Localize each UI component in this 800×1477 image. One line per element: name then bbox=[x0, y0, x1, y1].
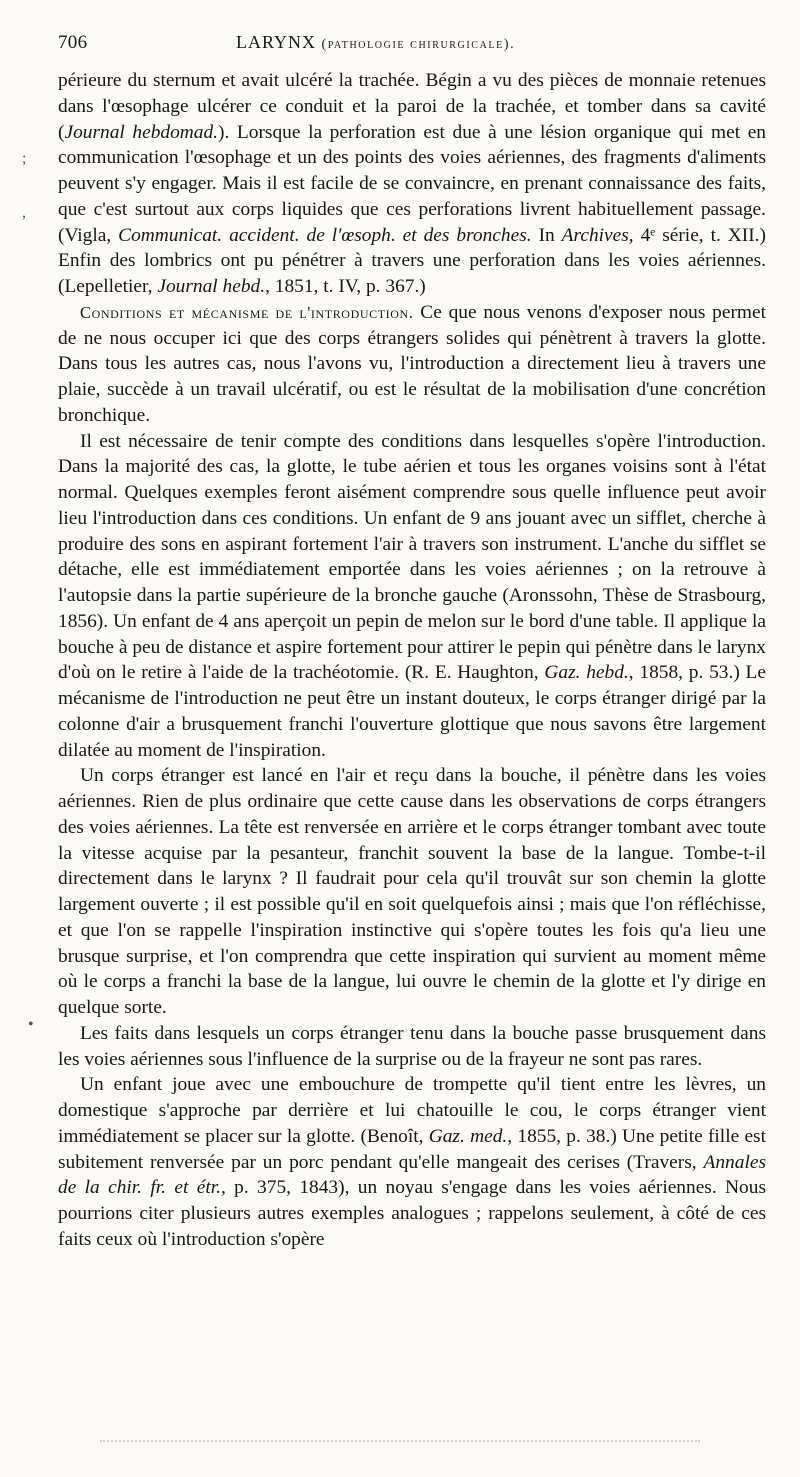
text-run: Un corps étranger est lancé en l'air et reçu dans la bouche, il pénètre dans les voies aériennes. Rien de plus ordinaire que cette cause dans les observations de corps étrangers des voies aériennes. La tête est renversée en arrière et le corps étranger tombant avec toute la vitesse acquise par la pesanteur, franchit souvent la base de la langue. Tombe-t-il directement dans le larynx ? Il faudrait pour cela qu'il trouvât sur son chemin la glotte largement ouverte ; il est possible qu'il en soit quelquefois ainsi ; mais que l'on réfléchisse, et que l'on se rappelle l'inspiration instinctive qui s'opère toutes les fois qu'a lieu une brusque surprise, et l'on comprendra que cette inspiration qui survient au moment même où le corps a franchi la base de la langue, lui ouvre le chemin de la glotte et l'y dirige en quelque sorte. bbox=[58, 765, 766, 1018]
body-text bbox=[58, 68, 766, 1253]
citation-italic: Gaz. hebd. bbox=[544, 662, 629, 684]
citation-italic: Annales de la chir. fr. et étr. bbox=[58, 1151, 766, 1199]
citation-italic: Journal hebd. bbox=[157, 276, 266, 297]
paragraph-p5 bbox=[58, 1021, 766, 1073]
citation-italic: Journal hebdomad. bbox=[64, 121, 219, 143]
text-run: , p. 375, 1843), un noyau s'engage dans les voies aériennes. Nous pourrions citer plusieurs autres exemples analogues ; rappelons seulement, à côté de ces faits ceux où l'introduction s'opère bbox=[58, 1177, 766, 1250]
running-title-main: LARYNX bbox=[236, 32, 317, 52]
text-run: , 4ᵉ série, t. XII.) Enfin des lombrics ont pu pénétrer à travers une perforation dans les voies aériennes. (Lepelletier, bbox=[58, 224, 766, 297]
paragraph-p4 bbox=[58, 763, 766, 1021]
page-number: 706 bbox=[58, 32, 88, 53]
section-heading: Conditions et mécanisme de l'introduction. bbox=[80, 302, 414, 322]
text-run: Un enfant joue avec une embouchure de trompette qu'il tient entre les lèvres, un domestique s'approche par derrière et lui chatouille le cou, le corps étranger vient immédiatement se placer sur la glotte. (Benoît, bbox=[58, 1074, 766, 1147]
running-title-sub: (pathologie chirurgicale). bbox=[321, 37, 516, 52]
margin-mark: ; bbox=[22, 150, 27, 167]
text-run: , 1858, p. 53.) Le mécanisme de l'introduction ne peut être un instant douteux, le corps étranger dirigé par la colonne d'air a brusquement franchi l'ouverture glottique que nous savons être largement dilatée au moment de l'inspiration. bbox=[58, 662, 767, 761]
text-run: Il est nécessaire de tenir compte des conditions dans lesquelles s'opère l'introduction. Dans la majorité des cas, la glotte, le tube aérien et tous les organes voisins sont à l'état normal. Quelques exemples feront aisément comprendre sous quelle influence peut avoir lieu l'introduction dans ces conditions. Un enfant de 9 ans jouant avec un sifflet, cherche à produire des sons en aspirant fortement l'air à travers son instrument. L'anche du sifflet se détache, elle est immédiatement emportée dans les voies aériennes ; on la retrouve à l'autopsie dans la partie supérieure de la bronche gauche (Aronssohn, Thèse de Strasbourg, 1856). Un enfant de 4 ans aperçoit un pepin de melon sur le bord d'une table. Il applique la bouche à peu de distance et aspire fortement pour attirer le pepin qui pénètre dans le larynx d'où on le retire à l'aide de la trachéotomie. (R. E. Haughton, bbox=[58, 430, 766, 684]
paragraph-p3 bbox=[58, 429, 766, 764]
running-title bbox=[236, 32, 515, 53]
paragraph-p6 bbox=[58, 1072, 766, 1252]
document-page bbox=[58, 0, 766, 1253]
margin-mark: • bbox=[28, 1016, 34, 1033]
text-run: périeure du sternum et avait ulcéré la trachée. Bégin a vu des pièces de monnaie retenues dans l'œsophage ulcérer ce conduit et la paroi de la trachée, et tomber dans sa cavité ( bbox=[58, 70, 766, 143]
paragraph-p1 bbox=[58, 68, 766, 300]
margin-mark: , bbox=[22, 204, 26, 221]
citation-italic: Gaz. med. bbox=[428, 1125, 508, 1147]
text-run: In bbox=[531, 224, 562, 246]
citation-italic: Archives bbox=[561, 224, 629, 246]
text-run: ). Lorsque la perforation est due à une lésion organique qui met en communication l'œsophage et un des points des voies aériennes, des fragments d'aliments peuvent s'y engager. Mais il est facile de se convaincre, en prenant connaissance des faits, que c'est surtout aux corps liquides que ces perforations livrent habituellement passage. (Vigla, bbox=[58, 121, 766, 246]
bottom-artifact bbox=[100, 1440, 700, 1446]
running-header bbox=[58, 26, 766, 68]
citation-italic: Communicat. accident. de l'œsoph. et des bronches. bbox=[118, 224, 532, 246]
text-run: Ce que nous venons d'exposer nous permet de ne nous occuper ici que des corps étrangers solides qui pénètrent à travers la glotte. Dans tous les autres cas, nous l'avons vu, l'introduction a directement lieu à travers une plaie, succède à un travail ulcératif, ou est le résultat de la mobilisation d'une concrétion bronchique. bbox=[58, 301, 766, 426]
text-run: Les faits dans lesquels un corps étranger tenu dans la bouche passe brusquement dans les voies aériennes sous l'influence de la surprise ou de la frayeur ne sont pas rares. bbox=[58, 1022, 766, 1070]
text-run: , 1851, t. IV, p. 367.) bbox=[265, 276, 426, 297]
text-run: , 1855, p. 38.) Une petite fille est subitement renversée par un porc pendant qu'elle mangeait des cerises (Travers, bbox=[58, 1125, 766, 1173]
paragraph-p2 bbox=[58, 300, 766, 429]
